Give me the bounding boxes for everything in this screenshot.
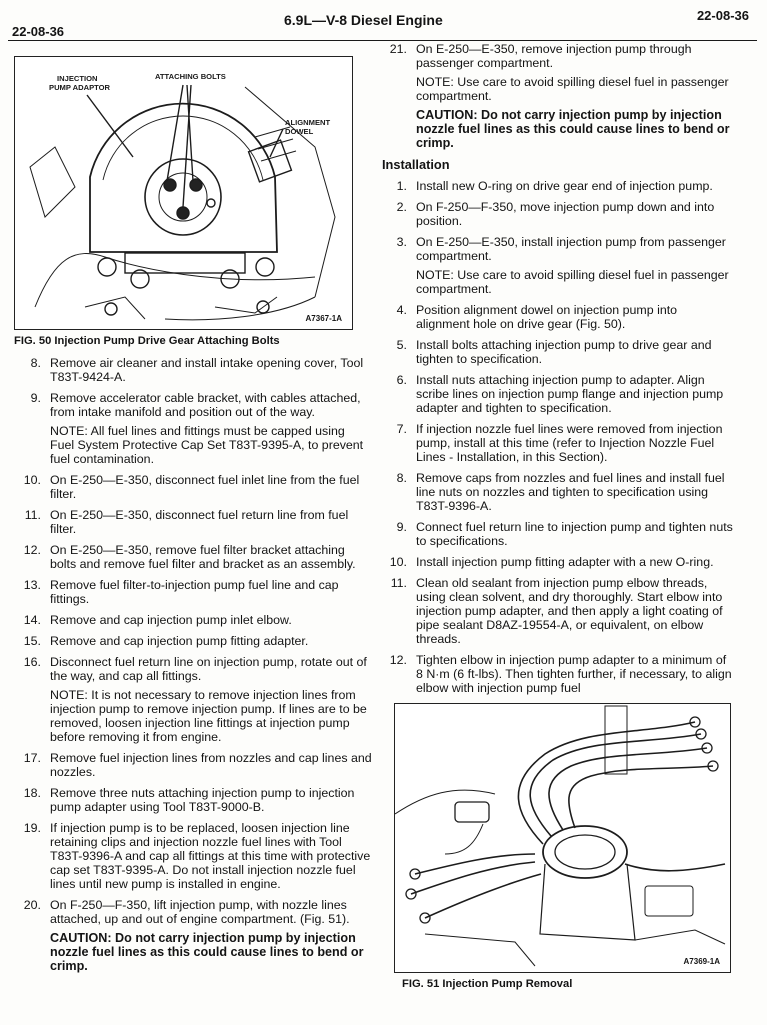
step-text: If injection pump is to be replaced, loosen injection line retaining clips and injection nozzle fuel lines with Tool T83T-9396-A and cap all fittings at this time with protective cap set T83T-9395-A. Do not install injection nozzle fuel lines until new pump is installed in engine. xyxy=(50,821,371,891)
step-text: Install bolts attaching injection pump to drive gear and tighten to specification. xyxy=(416,338,712,366)
step-text: Remove air cleaner and install intake opening cover, Tool T83T-9424-A. xyxy=(50,356,364,384)
install-step-11 xyxy=(380,576,734,646)
step-text: Remove fuel injection lines from nozzles and cap lines and nozzles. xyxy=(50,751,372,779)
label-injection: INJECTION xyxy=(57,74,98,83)
step-number: 15. xyxy=(23,634,41,648)
label-dowel: DOWEL xyxy=(285,127,314,136)
step-17 xyxy=(14,751,372,779)
step-number: 13. xyxy=(23,578,41,592)
step-15 xyxy=(14,634,372,648)
page-header xyxy=(0,0,767,44)
step-caution: CAUTION: Do not carry injection pump by injection nozzle fuel lines as this could cause lines to bend or crimp. xyxy=(50,931,364,973)
page-number-left: 22-08-36 xyxy=(12,24,65,39)
step-number: 4. xyxy=(396,303,407,317)
step-text: If injection nozzle fuel lines were removed from injection pump, install at this time (refer to Injection Nozzle Fuel Lines - Installation, in this Section). xyxy=(416,422,723,464)
step-8 xyxy=(14,356,372,384)
step-21 xyxy=(380,42,734,150)
step-text: Connect fuel return line to injection pump and tighten nuts to specifications. xyxy=(416,520,733,548)
step-text: On F-250—F-350, move injection pump down and into position. xyxy=(416,200,715,228)
step-text: Tighten elbow in injection pump adapter to a minimum of 8 N·m (6 ft-lbs). Then tighten further, if necessary, to align elbow with injection pump fuel xyxy=(416,653,732,695)
left-column xyxy=(14,56,372,980)
install-step-3 xyxy=(380,235,734,296)
figure-50 xyxy=(14,56,353,330)
step-number: 8. xyxy=(30,356,41,370)
step-number: 10. xyxy=(389,555,407,569)
step-text: Remove accelerator cable bracket, with cables attached, from intake manifold and position out of the way. xyxy=(50,391,361,419)
install-step-5 xyxy=(380,338,734,366)
figure-51-illustration xyxy=(395,704,730,972)
header-rule xyxy=(8,40,757,41)
step-caution: CAUTION: Do not carry injection pump by injection nozzle fuel lines as this could cause lines to bend or crimp. xyxy=(416,108,730,150)
install-step-4 xyxy=(380,303,734,331)
label-pump-adaptor: PUMP ADAPTOR xyxy=(49,83,111,92)
step-text: Remove and cap injection pump inlet elbow. xyxy=(50,613,292,627)
step-text: Install new O-ring on drive gear end of injection pump. xyxy=(416,179,713,193)
step-16 xyxy=(14,655,372,744)
figure-50-caption: FIG. 50 Injection Pump Drive Gear Attaching Bolts xyxy=(14,335,280,347)
step-text: Remove caps from nozzles and fuel lines and install fuel line nuts on nozzles and tighten to specification using T83T-9396-A. xyxy=(416,471,725,513)
step-number: 11. xyxy=(390,576,407,590)
step-12 xyxy=(14,543,372,571)
figure-51 xyxy=(394,703,731,973)
step-text: Disconnect fuel return line on injection pump, rotate out of the way, and cap all fittings. xyxy=(50,655,367,683)
install-step-10 xyxy=(380,555,734,569)
step-text: On E-250—E-350, remove injection pump through passenger compartment. xyxy=(416,42,692,70)
install-step-9 xyxy=(380,520,734,548)
step-note: NOTE: All fuel lines and fittings must be capped using Fuel System Protective Cap Set T83T-9395-A, to prevent fuel contamination. xyxy=(50,424,364,466)
step-text: On E-250—E-350, disconnect fuel inlet line from the fuel filter. xyxy=(50,473,360,501)
step-note: NOTE: It is not necessary to remove injection lines from injection pump to remove injection pump. If lines are to be removed, loosen injection line fittings at injection pump before removing it from engine. xyxy=(50,688,367,744)
label-attaching-bolts: ATTACHING BOLTS xyxy=(155,72,226,81)
step-19 xyxy=(14,821,372,891)
figure-51-caption: FIG. 51 Injection Pump Removal xyxy=(402,978,573,990)
step-number: 18. xyxy=(23,786,41,800)
label-alignment: ALIGNMENT xyxy=(285,118,331,127)
install-step-8 xyxy=(380,471,734,513)
step-text: Remove and cap injection pump fitting adapter. xyxy=(50,634,309,648)
step-text: Remove fuel filter-to-injection pump fuel line and cap fittings. xyxy=(50,578,339,606)
step-number: 2. xyxy=(396,200,407,214)
step-9 xyxy=(14,391,372,466)
step-text: Position alignment dowel on injection pump into alignment hole on drive gear (Fig. 50). xyxy=(416,303,678,331)
step-number: 12. xyxy=(389,653,407,667)
step-number: 8. xyxy=(396,471,407,485)
step-number: 9. xyxy=(30,391,41,405)
step-number: 3. xyxy=(396,235,407,249)
step-number: 21. xyxy=(389,42,407,56)
step-number: 10. xyxy=(23,473,41,487)
figure-50-illustration xyxy=(15,57,352,329)
removal-steps-left xyxy=(14,356,372,973)
step-number: 5. xyxy=(396,338,407,352)
figure-51-code: A7369-1A xyxy=(683,957,720,966)
install-step-6 xyxy=(380,373,734,415)
step-text: Remove three nuts attaching injection pump to injection pump adapter using Tool T83T-9000-B. xyxy=(50,786,355,814)
step-text: On E-250—E-350, disconnect fuel return line from fuel filter. xyxy=(50,508,349,536)
step-11 xyxy=(14,508,372,536)
step-20 xyxy=(14,898,372,973)
installation-steps xyxy=(380,179,734,695)
step-note: NOTE: Use care to avoid spilling diesel fuel in passenger compartment. xyxy=(416,268,729,296)
step-text: Clean old sealant from injection pump elbow threads, using clean solvent, and dry thoroughly. Start elbow into injection pump adapter, and then apply a light coating of pipe sealant D8AZ-19554-A, or equivalent, on elbow threads. xyxy=(416,576,723,646)
step-10 xyxy=(14,473,372,501)
install-step-2 xyxy=(380,200,734,228)
step-note: NOTE: Use care to avoid spilling diesel fuel in passenger compartment. xyxy=(416,75,729,103)
page-number-right: 22-08-36 xyxy=(696,8,749,23)
step-text: On E-250—E-350, install injection pump from passenger compartment. xyxy=(416,235,726,263)
step-text: Install nuts attaching injection pump to adapter. Align scribe lines on injection pump flange and injection pump adapter and tighten to specification. xyxy=(416,373,724,415)
step-number: 20. xyxy=(23,898,41,912)
step-18 xyxy=(14,786,372,814)
step-13 xyxy=(14,578,372,606)
install-step-7 xyxy=(380,422,734,464)
step-number: 11. xyxy=(24,508,41,522)
step-number: 1. xyxy=(396,179,407,193)
step-number: 17. xyxy=(23,751,41,765)
step-text: Install injection pump fitting adapter with a new O-ring. xyxy=(416,555,714,569)
step-number: 16. xyxy=(23,655,41,669)
page-title: 6.9L—V-8 Diesel Engine xyxy=(284,12,443,28)
step-number: 14. xyxy=(23,613,41,627)
step-number: 6. xyxy=(396,373,407,387)
step-number: 12. xyxy=(23,543,41,557)
step-number: 7. xyxy=(396,422,407,436)
figure-50-code: A7367-1A xyxy=(305,314,342,323)
step-text: On E-250—E-350, remove fuel filter bracket attaching bolts and remove fuel filter and bracket as an assembly. xyxy=(50,543,356,571)
step-14 xyxy=(14,613,372,627)
install-step-1 xyxy=(380,179,734,193)
installation-heading: Installation xyxy=(382,157,450,172)
step-text: On F-250—F-350, lift injection pump, with nozzle lines attached, up and out of engine compartment. (Fig. 51). xyxy=(50,898,350,926)
right-column xyxy=(380,42,734,999)
step-number: 9. xyxy=(396,520,407,534)
step-number: 19. xyxy=(23,821,41,835)
install-step-12 xyxy=(380,653,734,695)
removal-steps-right xyxy=(380,42,734,150)
